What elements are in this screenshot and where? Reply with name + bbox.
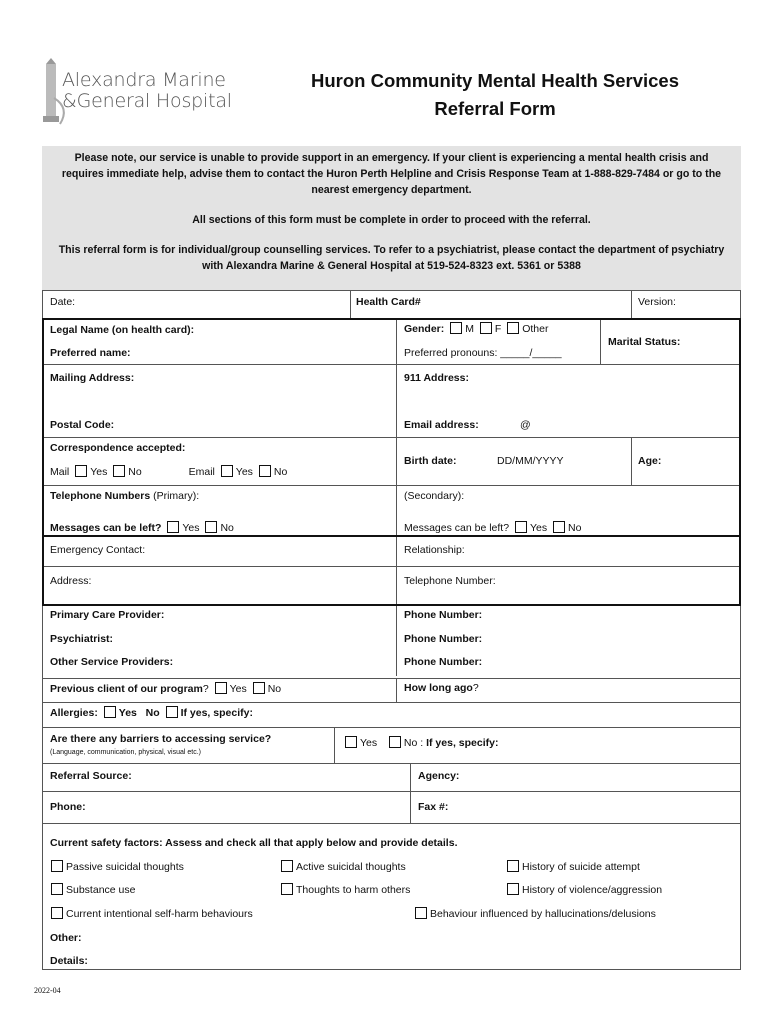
other-providers-label: Other Service Providers: (50, 656, 174, 668)
barriers-yes-checkbox[interactable] (345, 736, 357, 748)
birth-date-format: DD/MM/YYYY (497, 455, 564, 467)
referral-phone-label: Phone: (50, 801, 86, 813)
form-version-code: 2022-04 (34, 986, 61, 995)
gender-other-checkbox[interactable] (507, 322, 519, 334)
email-address-label: Email address: (404, 419, 479, 431)
safety-heading: Current safety factors: Assess and check all that apply below and provide details. (50, 837, 458, 849)
hallucinations-option: Behaviour influenced by hallucinations/delusions (412, 907, 656, 921)
history-suicide-checkbox[interactable] (507, 860, 519, 872)
emergency-notice (42, 146, 741, 290)
email-at-symbol: @ (520, 419, 531, 431)
email-no-checkbox[interactable] (259, 465, 271, 477)
passive-suicidal-checkbox[interactable] (51, 860, 63, 872)
relationship-label: Relationship: (404, 544, 465, 556)
correspondence-label: Correspondence accepted: (50, 442, 186, 454)
date-label: Date: (50, 296, 76, 308)
barriers-options: Yes No : If yes, specify: (342, 736, 498, 750)
how-long-label: How long ago? (404, 682, 479, 694)
notice-psychiatry: This referral form is for individual/group counselling services. To refer to a psychiatrist, please contact the department of psychiatry with Alexandra Marine & General Hospital at 519-524-8323 ext. 5361 or 5388 (58, 244, 725, 272)
barriers-note: (Language, communication, physical, visual etc.) (50, 749, 201, 756)
mailing-address-label: Mailing Address: (50, 372, 135, 384)
history-suicide-option: History of suicide attempt (504, 860, 640, 874)
history-violence-checkbox[interactable] (507, 883, 519, 895)
primary-care-label: Primary Care Provider: (50, 609, 165, 621)
messages-primary-row: Messages can be left? Yes No (50, 522, 234, 534)
form-title: Huron Community Mental Health Services (310, 70, 680, 91)
self-harm-checkbox[interactable] (51, 907, 63, 919)
legal-name-label: Legal Name (on health card): (50, 324, 195, 336)
emergency-address-label: Address: (50, 575, 92, 587)
previous-client-row: Previous client of our program? Yes No (50, 683, 282, 695)
telephone-primary-label: Telephone Numbers (Primary): (50, 490, 200, 502)
substance-use-checkbox[interactable] (51, 883, 63, 895)
other-providers-phone-label: Phone Number: (404, 656, 483, 668)
birth-date-label: Birth date: (404, 455, 457, 467)
gender-row: Gender: M F Other (404, 323, 549, 335)
allergies-row: Allergies: Yes No If yes, specify: (50, 707, 253, 719)
messages-primary-yes-checkbox[interactable] (167, 521, 179, 533)
fax-label: Fax #: (418, 801, 449, 813)
psychiatrist-label: Psychiatrist: (50, 633, 114, 645)
substance-use-option: Substance use (48, 883, 135, 897)
harm-others-checkbox[interactable] (281, 883, 293, 895)
hallucinations-checkbox[interactable] (415, 907, 427, 919)
emergency-contact-box (42, 535, 741, 606)
harm-others-option: Thoughts to harm others (278, 883, 410, 897)
messages-secondary-no-checkbox[interactable] (553, 521, 565, 533)
hospital-logo-text: Alexandra Marine &General Hospital (62, 69, 232, 112)
client-info-box (42, 318, 741, 537)
telephone-secondary-label: (Secondary): (404, 490, 465, 502)
messages-secondary-yes-checkbox[interactable] (515, 521, 527, 533)
version-label: Version: (638, 296, 676, 308)
health-card-label: Health Card# (356, 296, 421, 308)
previous-client-no-checkbox[interactable] (253, 682, 265, 694)
self-harm-option: Current intentional self-harm behaviours (48, 907, 253, 921)
notice-complete: All sections of this form must be complete in order to proceed with the referral. (192, 214, 591, 226)
previous-client-yes-checkbox[interactable] (215, 682, 227, 694)
age-label: Age: (638, 455, 662, 467)
messages-primary-no-checkbox[interactable] (205, 521, 217, 533)
email-yes-checkbox[interactable] (221, 465, 233, 477)
allergies-no-checkbox[interactable] (166, 706, 178, 718)
details-label: Details: (50, 955, 88, 967)
allergies-yes-checkbox[interactable] (104, 706, 116, 718)
gender-f-checkbox[interactable] (480, 322, 492, 334)
marital-status-label: Marital Status: (608, 336, 681, 348)
emergency-telephone-label: Telephone Number: (404, 575, 496, 587)
mail-no-checkbox[interactable] (113, 465, 125, 477)
agency-label: Agency: (418, 770, 460, 782)
mail-yes-checkbox[interactable] (75, 465, 87, 477)
messages-secondary-row: Messages can be left? Yes No (404, 522, 582, 534)
other-label: Other: (50, 932, 82, 944)
barriers-no-checkbox[interactable] (389, 736, 401, 748)
psychiatrist-phone-label: Phone Number: (404, 633, 483, 645)
911-address-label: 911 Address: (404, 372, 469, 384)
preferred-name-label: Preferred name: (50, 347, 131, 359)
emergency-contact-label: Emergency Contact: (50, 544, 146, 556)
postal-code-label: Postal Code: (50, 419, 115, 431)
passive-suicidal-option: Passive suicidal thoughts (48, 860, 184, 874)
active-suicidal-checkbox[interactable] (281, 860, 293, 872)
barriers-label: Are there any barriers to accessing service? (50, 733, 272, 745)
notice-emergency: Please note, our service is unable to provide support in an emergency. If your client is experiencing a mental health crisis and requires immediate help, advise them to contact the Huron Perth Helpline and Crisis Response Team at 1-888-829-7484 or go to the nearest emergency department. (61, 152, 722, 196)
correspondence-options: Mail Yes No Email Yes No (50, 466, 288, 478)
history-violence-option: History of violence/aggression (504, 883, 662, 897)
form-subtitle: Referral Form (434, 98, 556, 119)
gender-m-checkbox[interactable] (450, 322, 462, 334)
active-suicidal-option: Active suicidal thoughts (278, 860, 406, 874)
primary-care-phone-label: Phone Number: (404, 609, 483, 621)
referral-source-label: Referral Source: (50, 770, 132, 782)
preferred-pronouns-label: Preferred pronouns: _____/_____ (404, 347, 562, 359)
